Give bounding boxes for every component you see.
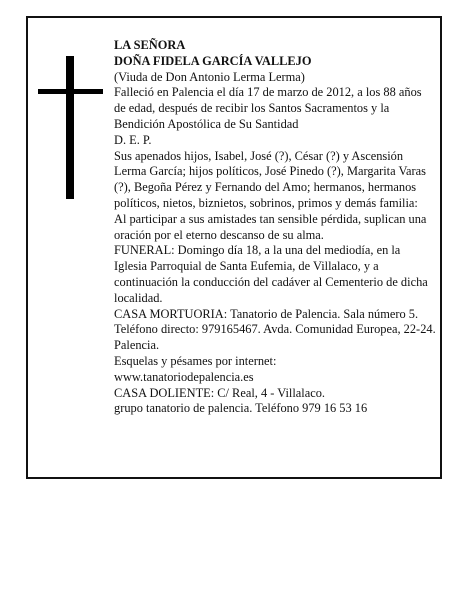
- rip-text: D. E. P.: [114, 132, 152, 147]
- widow-note: (Viuda de Don Antonio Lerma Lerma): [114, 69, 305, 84]
- prayer-paragraph: Al participar a sus amistades tan sensible pérdida, suplican una oración por el eterno descanso de su alma.: [114, 211, 427, 242]
- grieving-house-text: CASA DOLIENTE: C/ Real, 4 - Villalaco.: [114, 385, 326, 400]
- mortuary-paragraph: CASA MORTUORIA: Tanatorio de Palencia. Sala número 5. Teléfono directo: 979165467. Avda. Comunidad Europea, 22-24. Palencia.: [114, 306, 436, 353]
- cross-icon-horizontal-bar: [38, 89, 103, 94]
- funeral-paragraph: FUNERAL: Domingo día 18, a la una del mediodía, en la Iglesia Parroquial de Santa Eufemia, de Villalaco, y a continuación la conducción del cadáver al Cementerio de dicha localidad.: [114, 243, 428, 305]
- website-text: www.tanatoriodepalencia.es: [114, 369, 254, 384]
- cross-icon-vertical-bar: [66, 56, 74, 199]
- obituary-frame: [26, 16, 442, 479]
- death-paragraph: Falleció en Palencia el día 17 de marzo de 2012, a los 88 años de edad, después de recibir los Santos Sacramentos y la Bendición Apostólica de Su Santidad: [114, 85, 422, 131]
- family-paragraph: Sus apenados hijos, Isabel, José (?), César (?) y Ascensión Lerma García; hijos políticos, José Pinedo (?), Margarita Varas (?), Begoña Pérez y Fernando del Amo; hermanos, hermanos políticos, nietos, biznietos, sobrinos, primos y demás familia:: [114, 148, 426, 210]
- condolences-label: Esquelas y pésames por internet:: [114, 353, 277, 368]
- footer-text: grupo tanatorio de palencia. Teléfono 979 16 53 16: [114, 401, 368, 416]
- deceased-name: DOÑA FIDELA GARCÍA VALLEJO: [114, 53, 312, 68]
- deceased-title: LA SEÑORA: [114, 38, 186, 52]
- obituary-text: [114, 38, 436, 417]
